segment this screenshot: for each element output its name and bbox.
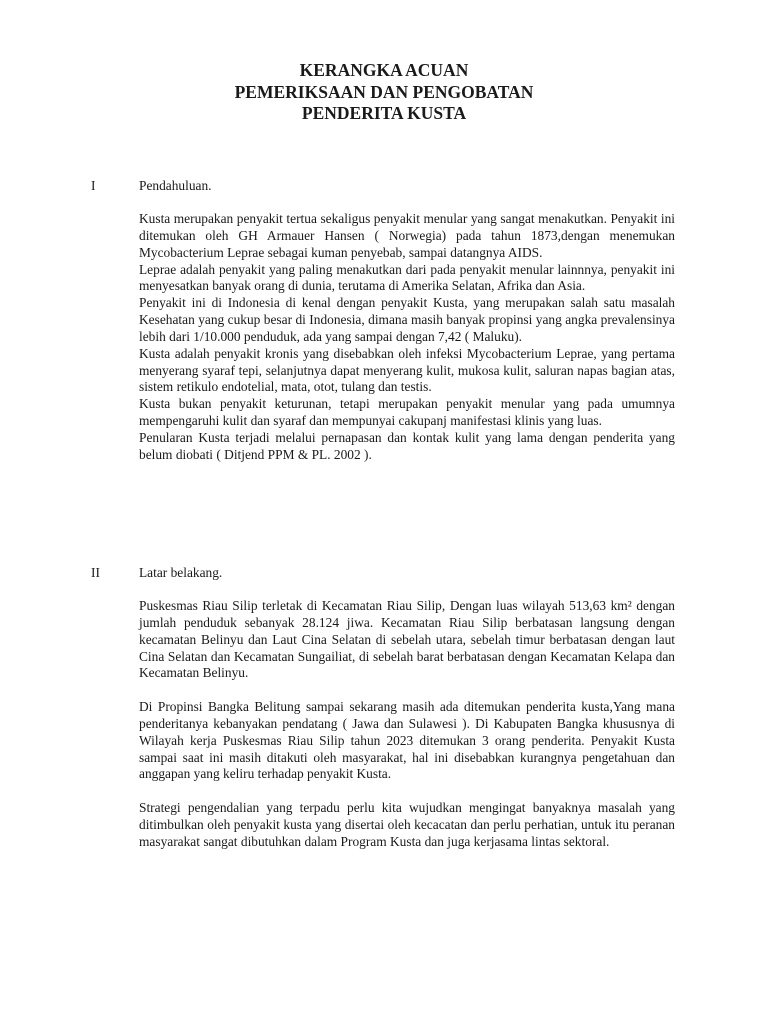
- paragraph: Kusta adalah penyakit kronis yang disebabkan oleh infeksi Mycobacterium Leprae, yang pertama menyerang syaraf tepi, selanjutnya dapat menyerang kulit, mukosa kulit, saluran napas bagian atas, sistem retikulo endotelial, mata, otot, tulang dan testis.: [139, 345, 675, 395]
- paragraph: Penularan Kusta terjadi melalui pernapasan dan kontak kulit yang lama dengan penderita yang belum diobati ( Ditjend PPM & PL. 2002 ).: [139, 429, 675, 462]
- paragraph: Kusta bukan penyakit keturunan, tetapi merupakan penyakit menular yang pada umumnya mempengaruhi kulit dan syaraf dan mempunyai cakupanj manifestasi klinis yang luas.: [139, 396, 675, 429]
- paragraph: Puskesmas Riau Silip terletak di Kecamatan Riau Silip, Dengan luas wilayah 513,63 km² dengan jumlah penduduk sebanyak 28.124 jiwa. Kecamatan Riau Silip berbatasan langsung dengan kecamatan Belinyu dan Laut Cina Selatan di sebelah utara, sebelah timur berbatasan dengan laut Cina Selatan dan Kecamatan Sungailiat, di sebelah barat berbatasan dengan Kecamatan Kelapa dan Kecamatan Belinyu.: [139, 598, 675, 681]
- section-heading: Latar belakang.: [139, 565, 223, 580]
- title-line-3: PENDERITA KUSTA: [301, 103, 467, 123]
- paragraph: Leprae adalah penyakit yang paling menakutkan dari pada penyakit menular lainnnya, penyakit ini menyesatkan banyak orang di dunia, terutama di Amerika Selatan, Afrika dan Asia.: [139, 261, 675, 294]
- paragraph: Penyakit ini di Indonesia di kenal dengan penyakit Kusta, yang merupakan salah satu masalah Kesehatan yang cukup besar di Indonesia, dimana masih banyak propinsi yang angka prevalensinya lebih dari 1/10.000 penduduk, ada yang sampai dengan 7,42 ( Maluku).: [139, 295, 675, 344]
- section-body: [139, 211, 675, 464]
- section-number: I: [91, 178, 96, 193]
- document-title: [0, 60, 768, 125]
- paragraph: Kusta merupakan penyakit tertua sekaligus penyakit menular yang sangat menakutkan. Penyakit ini ditemukan oleh GH Armauer Hansen ( Norwegia) pada tahun 1873,dengan menemukan Mycobacterium Leprae sebagai kuman penyebab, sampai datangnya AIDS.: [139, 211, 675, 260]
- title-line-1: KERANGKA ACUAN: [299, 60, 469, 80]
- section-number: II: [91, 565, 100, 580]
- title-line-2: PEMERIKSAAN DAN PENGOBATAN: [234, 81, 534, 102]
- paragraph: Strategi pengendalian yang terpadu perlu kita wujudkan mengingat banyaknya masalah yang ditimbulkan oleh penyakit kusta yang disertai oleh kecacatan dan perlu perhatian, untuk itu peranan masyarakat sangat dibutuhkan dalam Program Kusta dan juga kerjasama lintas sektoral.: [139, 800, 675, 849]
- section-heading: Pendahuluan.: [139, 178, 212, 193]
- paragraph: Di Propinsi Bangka Belitung sampai sekarang masih ada ditemukan penderita kusta,Yang mana penderitanya kebanyakan pendatang ( Jawa dan Sulawesi ). Di Kabupaten Bangka khususnya di Wilayah kerja Puskesmas Riau Silip tahun 2023 ditemukan 3 orang penderita. Penyakit Kusta sampai saat ini masih ditakuti oleh masyarakat, hal ini disebabkan kurangnya pengetahuan dan anggapan yang keliru terhadap penyakit Kusta.: [139, 699, 675, 782]
- section-body: [139, 598, 675, 851]
